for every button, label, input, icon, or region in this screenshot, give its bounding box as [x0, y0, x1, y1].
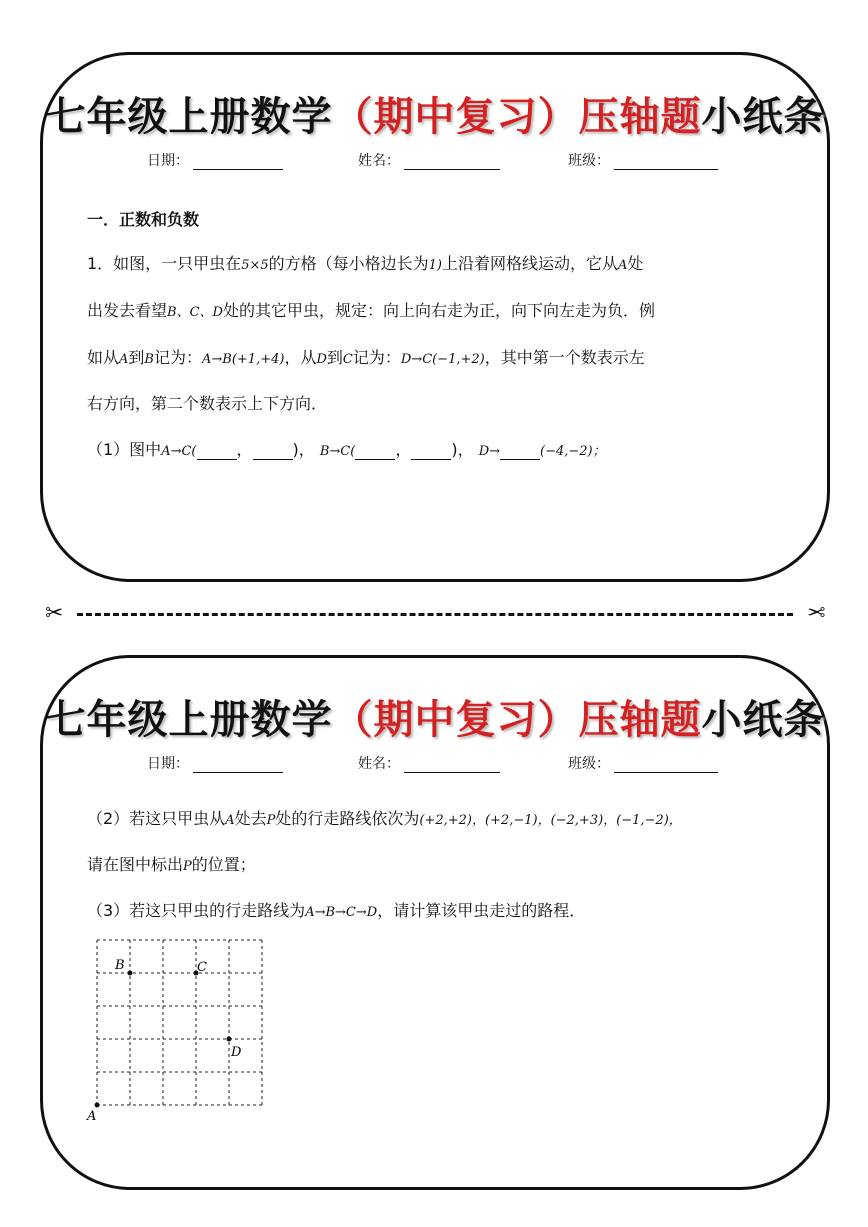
answer-blank[interactable]	[411, 445, 451, 460]
answer-blank[interactable]	[197, 445, 237, 460]
title-part-1: 七年级上册数学	[45, 94, 333, 140]
scissors-icon: ✂	[45, 601, 64, 626]
math-span: D→C(−1,+2)	[400, 352, 485, 367]
name-field[interactable]	[358, 150, 500, 170]
text-span: 出发去看望	[87, 301, 168, 320]
math-span: A	[618, 258, 628, 273]
text-span: 记为：	[352, 348, 401, 367]
name-line[interactable]	[404, 758, 500, 773]
class-field[interactable]	[568, 150, 718, 170]
text-span: ，	[236, 440, 253, 459]
answer-blank[interactable]	[355, 445, 395, 460]
math-span: B→C(	[319, 444, 356, 459]
text-span: 上沿着网格线运动，它从	[441, 254, 618, 273]
text-span: 请在图中标出	[87, 855, 184, 874]
class-label: 班级：	[568, 153, 610, 169]
date-field[interactable]	[147, 150, 283, 170]
text-span: 处的行走路线依次为	[275, 809, 420, 828]
section-heading: 一．正数和负数	[87, 210, 200, 229]
problem-line-1	[87, 251, 643, 274]
text-span: 到	[326, 348, 343, 367]
question-3	[87, 898, 585, 921]
class-field[interactable]	[568, 753, 718, 773]
card-title	[43, 85, 827, 142]
math-span: A→B→C→D	[305, 905, 378, 920]
title-part-1: 七年级上册数学	[45, 697, 333, 743]
class-label: 班级：	[568, 756, 610, 772]
meta-row	[43, 150, 827, 170]
class-line[interactable]	[614, 758, 718, 773]
math-span: (+2,+2)，(+2,−1)，(−2,+3)，(−1,−2)，	[419, 813, 682, 828]
meta-row	[43, 753, 827, 773]
point-d	[227, 1037, 232, 1042]
name-label: 姓名：	[358, 756, 400, 772]
title-part-2: （期中复习）	[332, 697, 579, 743]
math-span: 1)	[428, 258, 442, 273]
text-span: （3）若这只甲虫的行走路线为	[87, 901, 306, 920]
math-span: P	[266, 813, 276, 828]
point-b	[128, 971, 133, 976]
text-span: ，从	[284, 348, 317, 367]
dashed-divider	[77, 613, 793, 616]
date-field[interactable]	[147, 753, 283, 773]
card-title	[43, 688, 827, 745]
text-span: 处去	[234, 809, 267, 828]
text-span: ，	[395, 440, 412, 459]
math-span: A→B(+1,+4)	[202, 352, 285, 367]
cut-line	[45, 603, 825, 625]
title-part-3: 压轴题	[578, 697, 702, 743]
date-line[interactable]	[193, 155, 283, 170]
name-label: 姓名：	[358, 153, 400, 169]
date-label: 日期：	[147, 153, 189, 169]
math-span: A	[119, 352, 129, 367]
text-span: （1）图中	[87, 440, 162, 459]
grid-figure	[87, 928, 271, 1128]
math-span: A→C(	[161, 444, 197, 459]
title-part-3: 压轴题	[578, 94, 702, 140]
math-span: (−4,−2)；	[540, 444, 606, 459]
answer-blank[interactable]	[500, 445, 540, 460]
date-line[interactable]	[193, 758, 283, 773]
title-part-4: 小纸条	[701, 94, 825, 140]
name-field[interactable]	[358, 753, 500, 773]
class-line[interactable]	[614, 155, 718, 170]
text-span: )，	[292, 440, 315, 459]
text-span: 处	[627, 254, 644, 273]
scissors-icon: ✂	[806, 601, 825, 626]
label-c: C	[197, 960, 207, 975]
answer-blank[interactable]	[253, 445, 293, 460]
text-span: 1．如图，一只甲虫在	[87, 254, 242, 273]
date-label: 日期：	[147, 756, 189, 772]
label-d: D	[231, 1045, 242, 1060]
note-card-2	[40, 655, 830, 1190]
point-a	[95, 1103, 100, 1108]
text-span: 如从	[87, 348, 120, 367]
text-span: 的方格（每小格边长为	[268, 254, 429, 273]
text-span: （2）若这只甲虫从	[87, 809, 226, 828]
math-span: P	[183, 859, 192, 874]
math-span: D→	[478, 444, 501, 459]
text-span: ，请计算该甲虫走过的路程．	[377, 901, 586, 920]
text-span: 记为：	[153, 348, 202, 367]
problem-line-3	[87, 345, 645, 368]
math-span: B	[144, 352, 154, 367]
math-span: B、C、D	[167, 305, 223, 320]
text-span: ，其中第一个数表示左	[484, 348, 645, 367]
math-span: D	[316, 352, 327, 367]
label-b: B	[115, 958, 125, 973]
text-span: )，	[451, 440, 474, 459]
math-span: 5×5	[241, 258, 269, 273]
label-a: A	[87, 1109, 97, 1124]
text-span: 到	[128, 348, 145, 367]
title-part-2: （期中复习）	[332, 94, 579, 140]
question-2	[87, 806, 682, 829]
problem-line-2	[87, 298, 655, 321]
math-span: A	[225, 813, 235, 828]
problem-line-4: 右方向，第二个数表示上下方向．	[87, 394, 328, 413]
name-line[interactable]	[404, 155, 500, 170]
title-part-4: 小纸条	[701, 697, 825, 743]
text-span: 的位置；	[191, 855, 256, 874]
question-1	[87, 437, 606, 460]
question-2-cont	[87, 852, 256, 875]
text-span: 处的其它甲虫，规定：向上向右走为正，向下向左走为负．例	[222, 301, 655, 320]
note-card-1	[40, 52, 830, 582]
math-span: C	[342, 352, 353, 367]
